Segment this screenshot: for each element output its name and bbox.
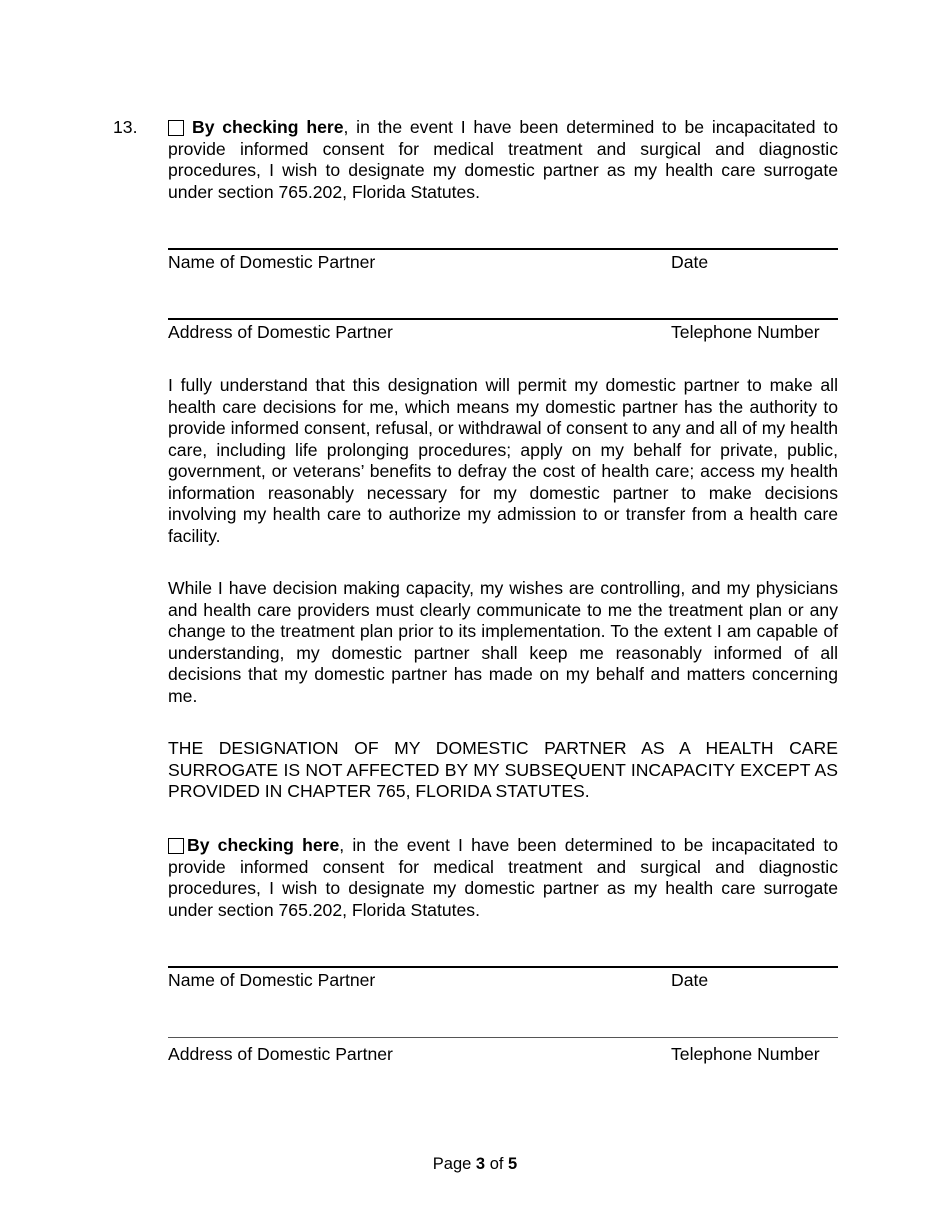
designation-text-1: , in the event I have been determined to be incapacitated to provide informed consent for medical treatment and surgical and diagnostic procedures, I wish to designate my domestic partner as my health care surrogate under section 765.202, Florida Statutes. xyxy=(168,117,838,202)
current-page-number: 3 xyxy=(475,1155,486,1173)
phone-label-2: Telephone Number xyxy=(671,1044,820,1064)
page-prefix: Page xyxy=(432,1155,472,1173)
address-phone-signature-line-1[interactable] xyxy=(168,318,838,320)
page-of: of xyxy=(489,1155,504,1173)
designation-paragraph-2 xyxy=(168,835,838,921)
name-label-1: Name of Domestic Partner xyxy=(168,252,376,272)
date-label-1: Date xyxy=(671,252,709,272)
name-label-2: Name of Domestic Partner xyxy=(168,970,376,990)
checkbox-bold-label-1: By checking here xyxy=(192,117,344,137)
phone-label-1: Telephone Number xyxy=(671,322,820,342)
designation-checkbox-1[interactable] xyxy=(168,120,184,136)
name-date-signature-line-1[interactable] xyxy=(168,248,838,250)
address-label-2: Address of Domestic Partner xyxy=(168,1044,393,1064)
name-date-signature-line-2[interactable] xyxy=(168,966,838,968)
address-phone-signature-line-2[interactable] xyxy=(168,1037,838,1038)
date-label-2: Date xyxy=(671,970,709,990)
authority-paragraph: I fully understand that this designation will permit my domestic partner to make all health care decisions for me, which means my domestic partner has the authority to provide informed consent, refusal, or withdrawal of consent to any and all of my health care, including life prolonging procedures; apply on my behalf for private, public, government, or veterans’ benefits to defray the cost of health care; access my health information reasonably necessary for my domestic partner to make decisions involving my health care to authorize my admission to or transfer from a health care facility. xyxy=(168,375,838,546)
capacity-paragraph: While I have decision making capacity, my wishes are controlling, and my physicians and health care providers must clearly communicate to me the treatment plan or any change to the treatment plan prior to its implementation. To the extent I am capable of understanding, my domestic partner shall keep me reasonably informed of all decisions that my domestic partner has made on my behalf and matters concerning me. xyxy=(168,578,838,706)
address-label-1: Address of Domestic Partner xyxy=(168,322,393,342)
designation-paragraph-1 xyxy=(168,117,838,203)
incapacity-notice-paragraph: THE DESIGNATION OF MY DOMESTIC PARTNER AS A HEALTH CARE SURROGATE IS NOT AFFECTED BY MY SUBSEQUENT INCAPACITY EXCEPT AS PROVIDED IN CHAPTER 765, FLORIDA STATUTES. xyxy=(168,738,838,801)
checkbox-bold-label-2: By checking here xyxy=(187,835,340,855)
designation-checkbox-2[interactable] xyxy=(168,838,184,854)
page-footer xyxy=(0,1154,950,1174)
total-page-number: 5 xyxy=(508,1155,518,1173)
designation-text-2: , in the event I have been determined to be incapacitated to provide informed consent for medical treatment and surgical and diagnostic procedures, I wish to designate my domestic partner as my health care surrogate under section 765.202, Florida Statutes. xyxy=(168,835,838,920)
item-number: 13. xyxy=(113,117,138,137)
